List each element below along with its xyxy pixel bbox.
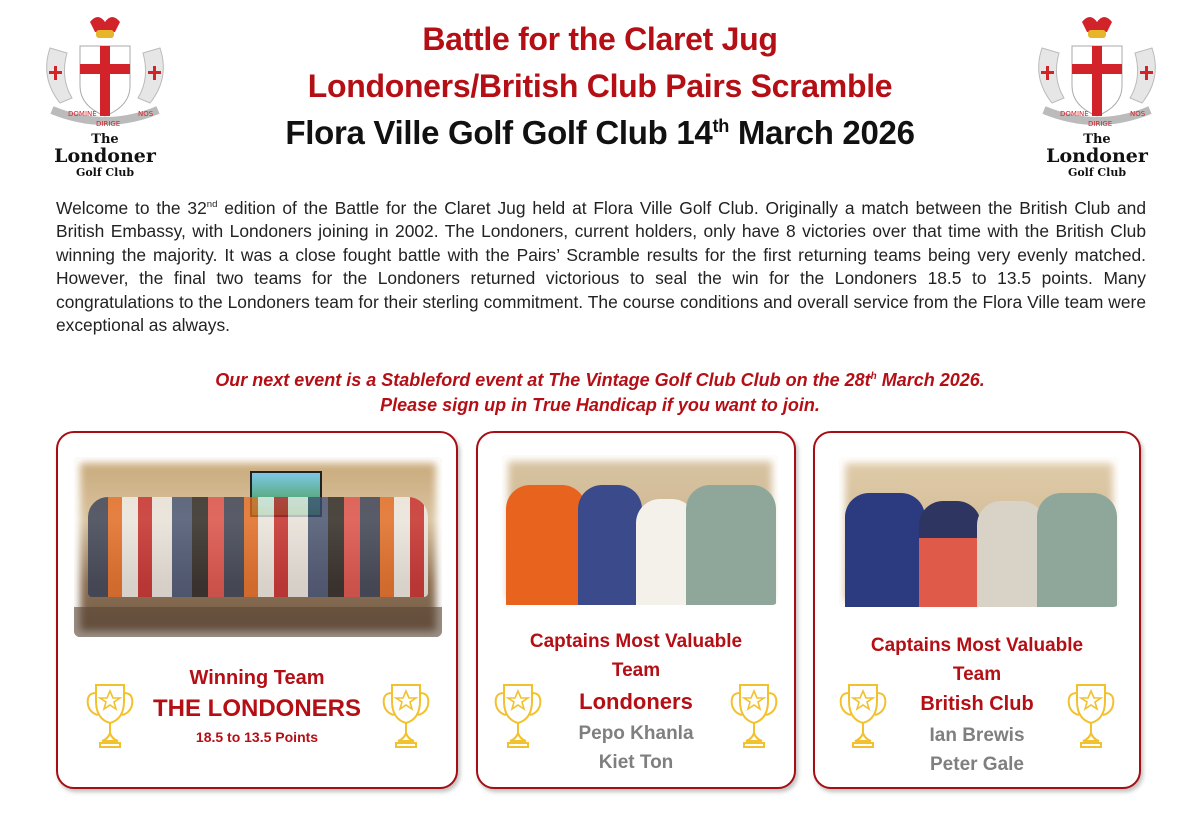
- svg-text:DOMINE: DOMINE: [1060, 110, 1089, 118]
- londoner-golf-club-logo-left: [30, 8, 180, 178]
- next-event-notice: [100, 368, 1100, 418]
- coat-of-arms-icon: [1022, 8, 1172, 128]
- winning-team-score: 18.5 to 13.5 Points: [195, 729, 319, 745]
- mvp-player-2: Kiet Ton: [598, 752, 674, 773]
- svg-text:NOS: NOS: [138, 110, 154, 118]
- page-title: [200, 16, 1000, 156]
- coat-of-arms-icon: [30, 8, 180, 128]
- mvp-team-name: British Club: [920, 693, 1034, 715]
- winning-team-name: THE LONDONERS: [152, 695, 361, 722]
- svg-text:NOS: NOS: [1130, 110, 1146, 118]
- londoner-golf-club-logo-right: [1022, 8, 1172, 178]
- british-club-mvp-photo: [839, 457, 1119, 607]
- card-winning-team: [56, 431, 458, 789]
- logo-the: The: [1083, 132, 1111, 147]
- logo-londoner: Londoner: [1046, 145, 1148, 167]
- winning-team-heading: Winning Team: [189, 667, 325, 689]
- mvp-heading-line-2: Team: [611, 660, 661, 681]
- londoners-mvp-photo: [502, 455, 778, 605]
- mvp-player-1: Ian Brewis: [929, 725, 1025, 746]
- next-event-line-1: Our next event is a Stableford event at The Vintage Golf Club Club on the $28t^h$ March 2026.: [215, 370, 985, 390]
- mvp-player-2: Peter Gale: [930, 754, 1024, 775]
- svg-text:DIRIGE: DIRIGE: [96, 120, 121, 128]
- logo-golf-club: Golf Club: [75, 166, 135, 179]
- next-event-line-2: Please sign up in True Handicap if you want to join.: [380, 395, 820, 415]
- card-british-club-mvp: [813, 431, 1141, 789]
- svg-text:DIRIGE: DIRIGE: [1088, 120, 1113, 128]
- logo-londoner: Londoner: [54, 145, 156, 167]
- title-line-1: Battle for the Claret Jug: [422, 21, 778, 57]
- mvp-heading-line-2: Team: [952, 664, 1002, 685]
- svg-text:DOMINE: DOMINE: [68, 110, 97, 118]
- mvp-team-name: Londoners: [579, 689, 693, 714]
- mvp-heading-line-1: Captains Most Valuable: [529, 631, 743, 652]
- winning-team-photo: [74, 457, 442, 637]
- card-londoners-mvp: [476, 431, 796, 789]
- logo-the: The: [91, 132, 119, 147]
- mvp-heading-line-1: Captains Most Valuable: [870, 635, 1084, 656]
- intro-paragraph: Welcome to the 32nd edition of the Battle for the Claret Jug held at Flora Ville Golf Club. Originally a match between the British Club and British Embassy, with Londoners joining in 2002. The Londoners, current holders, only have 8 victories over that time with the British Club winning the majority. It was a close fought battle with the Pairs’ Scramble results for the first returning teams being very evenly matched. However, the final two teams for the Londoners returned victorious to seal the win for the Londoners 18.5 to 13.5 points. Many congratulations to the Londoners team for their sterling commitment. The course conditions and overall service from the Flora Ville team were exceptional as always.: [56, 198, 1147, 336]
- logo-golf-club: Golf Club: [1067, 166, 1127, 179]
- title-line-2: Londoners/British Club Pairs Scramble: [307, 68, 893, 104]
- title-line-3: Flora Ville Golf Golf Club 14th March 2026: [285, 114, 915, 151]
- mvp-player-1: Pepo Khanla: [578, 723, 694, 744]
